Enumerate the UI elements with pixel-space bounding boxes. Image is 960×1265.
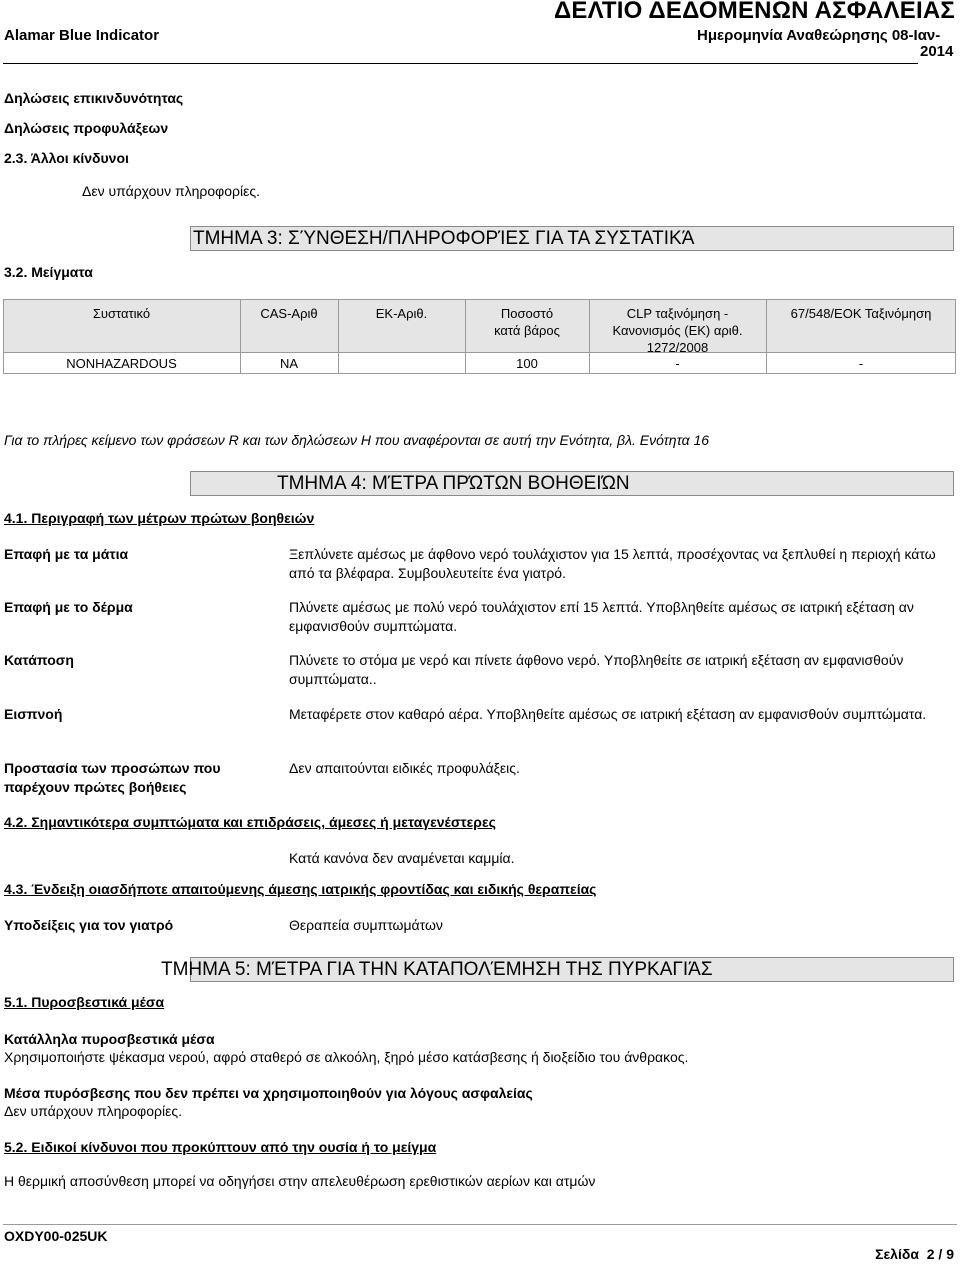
- section5-banner: [161, 957, 954, 982]
- eye-contact-text: Ξεπλύνετε αμέσως με άφθονο νερό τουλάχιστον για 15 λεπτά, προσέχοντας να ξεπλυθεί η περιοχή κάτω από τα βλέφαρα. Συμβουλευτείτε ένα γιατρό.: [289, 546, 936, 581]
- header-ec: ΕΚ-Αριθ.: [375, 306, 428, 321]
- header-percent: [465, 305, 589, 339]
- eye-contact-label: Επαφή με τα μάτια: [4, 546, 129, 562]
- product-name: Alamar Blue Indicator: [4, 27, 160, 44]
- physician-notes-text: Θεραπεία συμπτωμάτων: [289, 917, 443, 933]
- revision-year: 2014: [920, 43, 954, 60]
- revision-date: [697, 27, 940, 44]
- other-hazards-text: Δεν υπάρχουν πληροφορίες.: [82, 183, 260, 199]
- hazard-statements-heading: Δηλώσεις επικινδυνότητας: [4, 90, 184, 106]
- inhalation-text: Μεταφέρετε στον καθαρό αέρα. Υποβληθείτε αμέσως σε ιατρική εξέταση αν εμφανισθούν συμπτώματα.: [289, 706, 927, 722]
- first-aid-description-heading: 4.1. Περιγραφή των μέτρων πρώτων βοηθειών: [4, 510, 315, 526]
- symptoms-text: Κατά κανόνα δεν αναμένεται καμμία.: [289, 850, 515, 866]
- suitable-media-text: Χρησιμοποιήστε ψέκασμα νερού, αφρό σταθερό σε αλκοόλη, ξηρό μέσο κατάσβεσης ή διοξείδιο του άνθρακος.: [4, 1049, 689, 1065]
- header-clp-line1: CLP ταξινόμηση -: [626, 306, 729, 321]
- cell-component: NONHAZARDOUS: [66, 356, 177, 371]
- header-dir: 67/548/ΕΟΚ Ταξινόμηση: [790, 306, 932, 321]
- page-total: / 9: [938, 1246, 954, 1262]
- header-clp-line3: 1272/2008: [646, 340, 709, 355]
- cell-clp: -: [675, 356, 680, 371]
- section5-banner-text: ΤΜΗΜΑ 5: ΜΈΤΡΑ ΓΙΑ ΤΗΝ ΚΑΤΑΠΟΛΈΜΗΣΗ ΤΗΣ ΠΥΡΚΑΓΙΆΣ: [161, 959, 713, 980]
- page-current: 2: [926, 1246, 935, 1262]
- header-clp-line2: Κανονισμός (ΕΚ) αριθ.: [612, 323, 743, 338]
- full-text-note: Για το πλήρες κείμενο των φράσεων R και των δηλώσεων Η που αναφέρονται σε αυτή την Ενότητα, βλ. Ενότητα 16: [4, 432, 710, 448]
- symptoms-heading: 4.2. Σημαντικότερα συμπτώματα και επιδράσεις, άμεσες ή μεταγενέστερες: [4, 814, 496, 830]
- ingestion-label: Κατάποση: [4, 652, 74, 668]
- skin-contact-label: Επαφή με το δέρμα: [4, 599, 133, 615]
- header-component: Συστατικό: [92, 306, 151, 321]
- unsuitable-media-text: Δεν υπάρχουν πληροφορίες.: [4, 1103, 182, 1119]
- special-hazards-heading: 5.2. Ειδικοί κίνδυνοι που προκύπτουν από την ουσία ή το μείγμα: [4, 1139, 437, 1155]
- header-percent-line2: κατά βάρος: [494, 323, 560, 338]
- cell-cas: NA: [279, 356, 299, 371]
- revision-label: Ημερομηνία Αναθεώρησης: [697, 27, 888, 44]
- first-aider-protection-label: Προστασία των προσώπων που παρέχουν πρώτες βοήθειες: [4, 760, 221, 795]
- header-cas: CAS-Αριθ: [260, 306, 318, 321]
- document-title: ΔΕΛΤΙΟ ΔΕΔΟΜΕΝΩΝ ΑΣΦΑΛΕΙΑΣ: [553, 0, 955, 24]
- inhalation-label: Εισπνοή: [4, 706, 63, 722]
- other-hazards-heading: 2.3. Άλλοι κίνδυνοι: [4, 150, 129, 166]
- cell-dir: -: [858, 356, 864, 371]
- suitable-media-heading: Κατάλληλα πυροσβεστικά μέσα: [4, 1031, 215, 1047]
- section4-banner: [190, 471, 954, 496]
- document-code: OXDY00-025UK: [4, 1228, 108, 1244]
- page-label: Σελίδα: [875, 1246, 919, 1262]
- unsuitable-media-heading: Μέσα πυρόσβεσης που δεν πρέπει να χρησιμοποιηθούν για λόγους ασφαλείας: [4, 1085, 533, 1101]
- section3-banner-text: ΤΜΗΜΑ 3: ΣΎΝΘΕΣΗ/ΠΛΗΡΟΦΟΡΊΕΣ ΓΙΑ ΤΑ ΣΥΣΤΑΤΙΚΆ: [193, 228, 695, 249]
- section4-banner-text: ΤΜΗΜΑ 4: ΜΈΤΡΑ ΠΡΏΤΩΝ ΒΟΗΘΕΙΏΝ: [277, 473, 630, 494]
- footer-rule: [3, 1224, 957, 1225]
- medical-attention-heading: 4.3. Ένδειξη οιασδήποτε απαιτούμενης άμεσης ιατρικής φροντίδας και ειδικής θεραπείας: [4, 881, 597, 897]
- section3-banner: [190, 226, 954, 251]
- header-rule: [3, 63, 918, 64]
- extinguishing-media-heading: 5.1. Πυροσβεστικά μέσα: [4, 994, 165, 1010]
- first-aider-protection-text: Δεν απαιτούνται ειδικές προφυλάξεις.: [289, 760, 520, 776]
- header-percent-line1: Ποσοστό: [500, 306, 554, 321]
- physician-notes-label: Υποδείξεις για τον γιατρό: [4, 917, 174, 933]
- skin-contact-text: Πλύνετε αμέσως με πολύ νερό τουλάχιστον επί 15 λεπτά. Υποβληθείτε αμέσως σε ιατρική εξέταση αν εμφανισθούν συμπτώματα.: [289, 599, 914, 634]
- special-hazards-text: Η θερμική αποσύνθεση μπορεί να οδηγήσει στην απελευθέρωση ερεθιστικών αερίων και ατμών: [4, 1173, 596, 1189]
- header-clp: [589, 305, 766, 356]
- revision-date-part1: 08-Ιαν-: [891, 27, 941, 44]
- page-number: [875, 1246, 954, 1262]
- ingestion-text: Πλύνετε το στόμα με νερό και πίνετε άφθονο νερό. Υποβληθείτε σε ιατρική εξέταση αν εμφανισθούν συμπτώματα..: [289, 652, 904, 687]
- cell-percent: 100: [516, 356, 538, 371]
- precautionary-statements-heading: Δηλώσεις προφυλάξεων: [4, 120, 169, 136]
- mixtures-heading: 3.2. Μείγματα: [4, 264, 93, 280]
